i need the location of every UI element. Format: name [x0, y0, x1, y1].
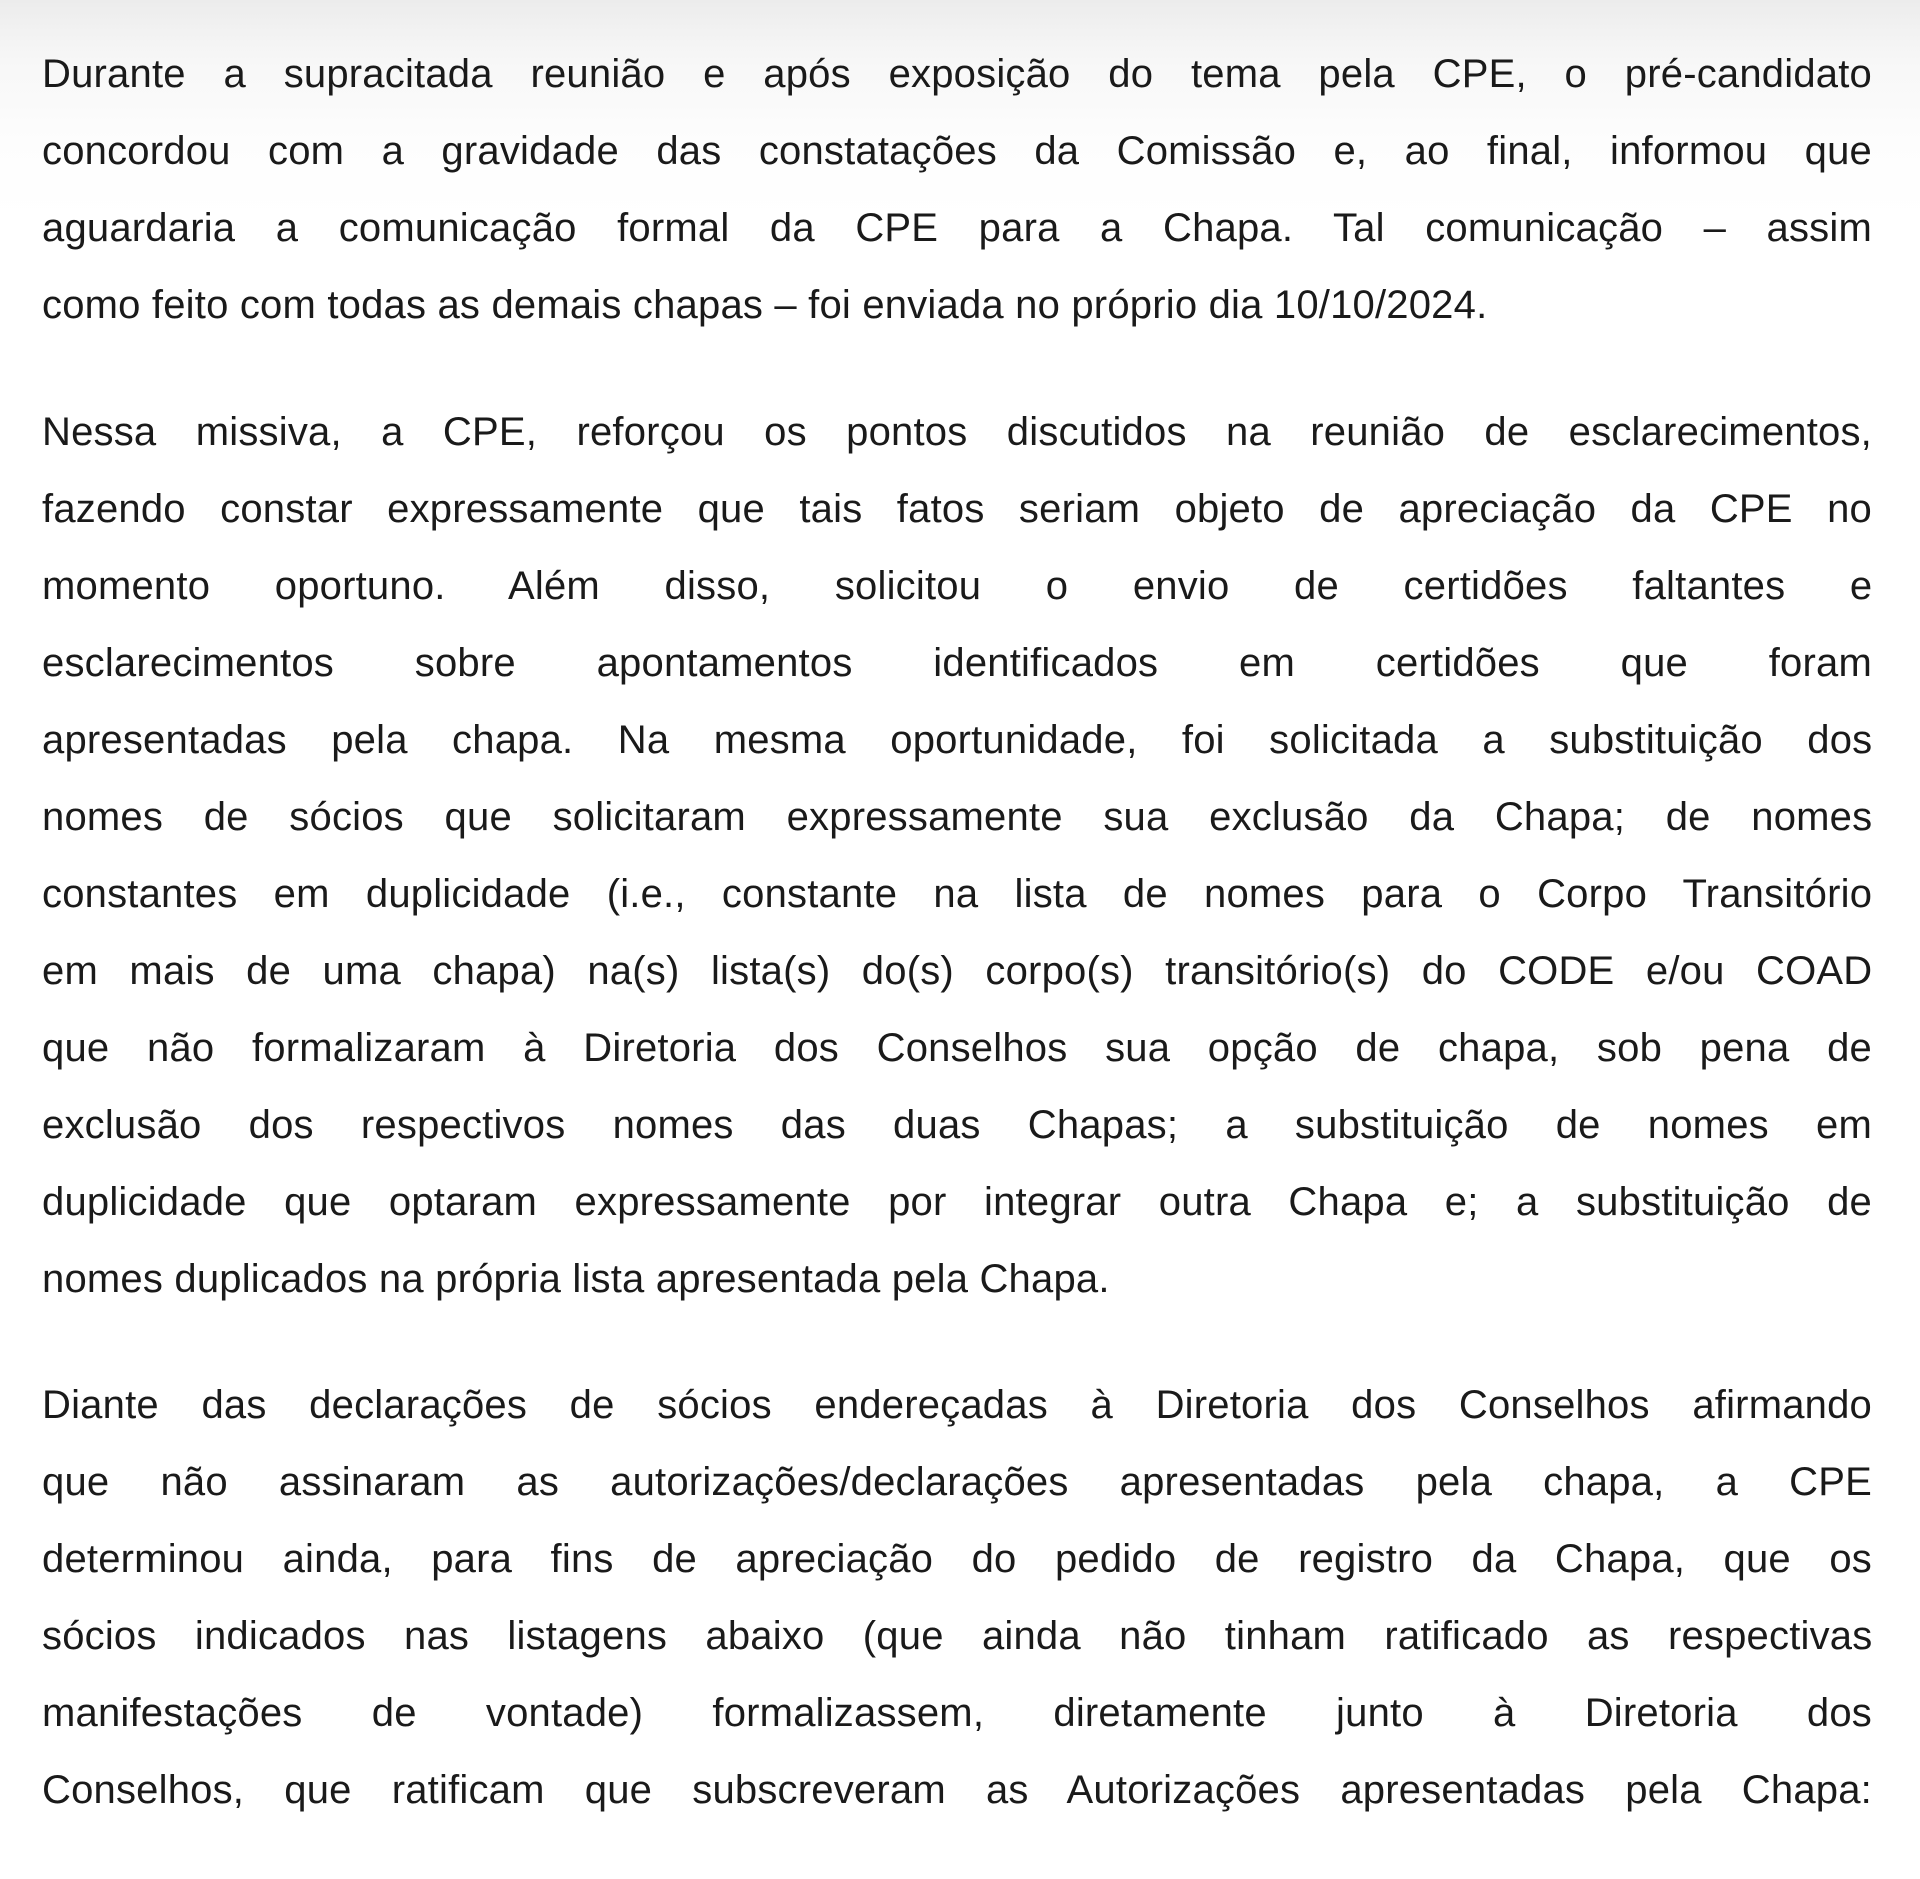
paragraph-ratification-requirement [42, 1367, 1872, 1829]
text-line: Durante a supracitada reunião e após exposição do tema pela CPE, o pré-candidato [42, 52, 1872, 96]
text-line: que não assinaram as autorizações/declarações apresentadas pela chapa, a CPE [42, 1460, 1872, 1504]
text-line: aguardaria a comunicação formal da CPE para a Chapa. Tal comunicação – assim [42, 206, 1872, 250]
text-line: Diante das declarações de sócios endereçadas à Diretoria dos Conselhos afirmando [42, 1383, 1872, 1427]
text-line: concordou com a gravidade das constatações da Comissão e, ao final, informou que [42, 129, 1872, 173]
text-line: exclusão dos respectivos nomes das duas Chapas; a substituição de nomes em [42, 1103, 1872, 1147]
text-line: duplicidade que optaram expressamente por integrar outra Chapa e; a substituição de [42, 1180, 1872, 1224]
text-line: sócios indicados nas listagens abaixo (que ainda não tinham ratificado as respectivas [42, 1614, 1873, 1658]
text-line: que não formalizaram à Diretoria dos Conselhos sua opção de chapa, sob pena de [42, 1026, 1872, 1070]
text-line: como feito com todas as demais chapas – foi enviada no próprio dia 10/10/2024. [42, 283, 1488, 327]
paragraph-missive-details [42, 394, 1872, 1318]
text-line: nomes duplicados na própria lista apresentada pela Chapa. [42, 1257, 1110, 1301]
text-line: manifestações de vontade) formalizassem, diretamente junto à Diretoria dos [42, 1691, 1872, 1735]
text-line: determinou ainda, para fins de apreciação do pedido de registro da Chapa, que os [42, 1537, 1872, 1581]
text-line: Nessa missiva, a CPE, reforçou os pontos discutidos na reunião de esclarecimentos, [42, 410, 1872, 454]
paragraph-meeting-summary [42, 36, 1872, 344]
text-line: constantes em duplicidade (i.e., constante na lista de nomes para o Corpo Transitório [42, 872, 1873, 916]
text-line: Conselhos, que ratificam que subscreveram as Autorizações apresentadas pela Chapa: [42, 1768, 1872, 1812]
text-line: em mais de uma chapa) na(s) lista(s) do(s) corpo(s) transitório(s) do CODE e/ou COAD [42, 949, 1873, 993]
text-line: fazendo constar expressamente que tais fatos seriam objeto de apreciação da CPE no [42, 487, 1872, 531]
text-line: nomes de sócios que solicitaram expressamente sua exclusão da Chapa; de nomes [42, 795, 1873, 839]
text-line: apresentadas pela chapa. Na mesma oportunidade, foi solicitada a substituição dos [42, 718, 1873, 762]
text-line: momento oportuno. Além disso, solicitou o envio de certidões faltantes e [42, 564, 1873, 608]
text-line: esclarecimentos sobre apontamentos identificados em certidões que foram [42, 641, 1872, 685]
